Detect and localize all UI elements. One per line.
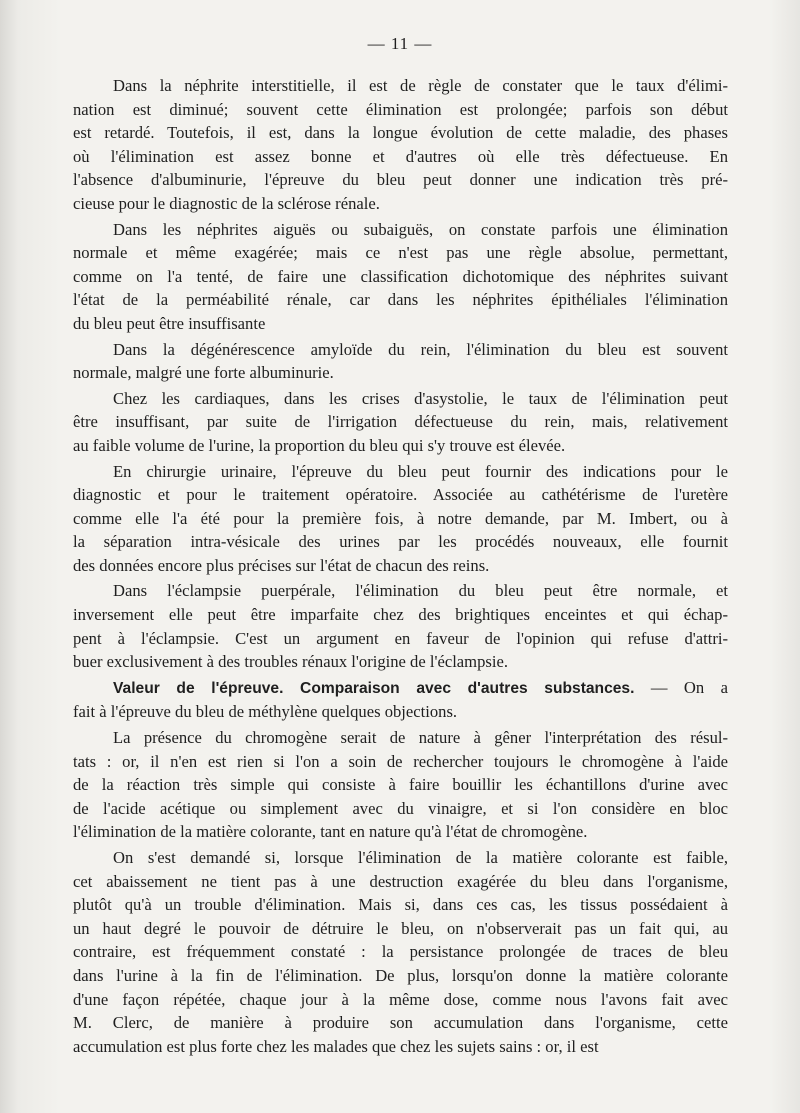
- text-line: l'élimination de la matière colorante, tant en nature qu'à l'état de chromogène.: [73, 822, 588, 842]
- section-heading: Valeur de l'épreuve. Comparaison avec d'autres substances.: [113, 679, 635, 697]
- text-line: est retardé. Toutefois, il est, dans la longue évolution de cette maladie, des phases: [73, 123, 728, 143]
- text-line: un haut degré le pouvoir de détruire le bleu, on n'observerait pas un fait qui, au: [73, 918, 728, 938]
- text-line: tats : or, il n'en est rien si l'on a soin de rechercher toujours le chromogène à l'aide: [73, 751, 728, 771]
- text-line: l'absence d'albuminurie, l'épreuve du bleu peut donner une indication très pré-: [73, 170, 728, 190]
- text-line: cet abaissement ne tient pas à une destruction exagérée du bleu dans l'organisme,: [73, 871, 728, 891]
- paragraph: [73, 218, 728, 336]
- text-line: Dans les néphrites aiguës ou subaiguës, on constate parfois une élimination: [113, 219, 728, 239]
- text-line: du bleu peut être insuffisante: [73, 313, 266, 333]
- paragraph: [73, 676, 728, 724]
- text-line: l'état de la perméabilité rénale, car dans les néphrites épithéliales l'élimination: [73, 290, 728, 310]
- text-line: être insuffisant, par suite de l'irrigation défectueuse du rein, mais, relativement: [73, 412, 728, 432]
- text-line: où l'élimination est assez bonne et d'autres où elle très défectueuse. En: [73, 146, 728, 166]
- paragraph: [73, 338, 728, 385]
- text-line: comme elle l'a été pour la première fois, à notre demande, par M. Imbert, ou à: [73, 508, 728, 528]
- text-line: diagnostic et pour le traitement opératoire. Associée au cathétérisme de l'uretère: [73, 485, 728, 505]
- text-line: pent à l'éclampsie. C'est un argument en faveur de l'opinion qui refuse d'attri-: [73, 628, 728, 648]
- text-line: normale, malgré une forte albuminurie.: [73, 363, 334, 383]
- text-line: plutôt qu'à un trouble d'élimination. Mais si, dans ces cas, les tissus possédaient à: [73, 895, 728, 915]
- text-line: buer exclusivement à des troubles rénaux l'origine de l'éclampsie.: [73, 652, 508, 672]
- paragraph: [73, 579, 728, 673]
- text-line: contraire, est fréquemment constaté : la persistance prolongée de traces de bleu: [73, 942, 728, 962]
- text-line: En chirurgie urinaire, l'épreuve du bleu peut fournir des indications pour le: [113, 461, 728, 481]
- text-line: fait à l'épreuve du bleu de méthylène quelques objections.: [73, 702, 458, 722]
- text-line: d'une façon répétée, chaque jour à la même dose, comme nous l'avons fait avec: [73, 989, 728, 1009]
- text-line: inversement elle peut être imparfaite chez des brightiques enceintes et qui échap-: [73, 605, 728, 625]
- text-line: accumulation est plus forte chez les malades que chez les sujets sains : or, il est: [73, 1036, 599, 1056]
- text-line: la séparation intra-vésicale des urines par les procédés nouveaux, elle fournit: [73, 532, 728, 552]
- text-line: de la réaction très simple qui consiste à faire bouillir les échantillons d'urine avec: [73, 775, 728, 795]
- text-line: des données encore plus précises sur l'état de chacun des reins.: [73, 555, 490, 575]
- text-line: Dans l'éclampsie puerpérale, l'élimination du bleu peut être normale, et: [113, 581, 728, 601]
- text-line: Dans la néphrite interstitielle, il est de règle de constater que le taux d'élimi-: [113, 76, 728, 95]
- paragraph: [73, 74, 728, 216]
- text-line: au faible volume de l'urine, la proportion du bleu qui s'y trouve est élevée.: [73, 435, 566, 455]
- text-line: Chez les cardiaques, dans les crises d'asystolie, le taux de l'élimination peut: [113, 388, 728, 408]
- text-line: cieuse pour le diagnostic de la sclérose rénale.: [73, 193, 380, 213]
- text-line: La présence du chromogène serait de nature à gêner l'interprétation des résul-: [113, 728, 728, 748]
- text-line: nation est diminué; souvent cette élimination est prolongée; parfois son début: [73, 99, 728, 119]
- text-line: de l'acide acétique ou simplement avec du vinaigre, et si l'on considère en bloc: [73, 798, 728, 818]
- paragraph: [73, 846, 728, 1058]
- paragraph: [73, 726, 728, 844]
- text-line: dans l'urine à la fin de l'élimination. De plus, lorsqu'on donne la matière colorante: [73, 965, 728, 985]
- page-number: — 11 —: [367, 34, 433, 53]
- text-line: On s'est demandé si, lorsque l'élimination de la matière colorante est faible,: [113, 848, 728, 867]
- text-line: M. Clerc, de manière à produire son accumulation dans l'organisme, cette: [73, 1013, 728, 1033]
- paragraph: [73, 387, 728, 458]
- paragraph: [73, 460, 728, 578]
- text-line: normale et même exagérée; mais ce n'est pas une règle absolue, permettant,: [73, 243, 728, 263]
- heading-tail: — On a: [634, 677, 728, 697]
- body-text: [73, 74, 728, 1060]
- text-line: Dans la dégénérescence amyloïde du rein, l'élimination du bleu est souvent: [113, 339, 728, 359]
- text-line: comme on l'a tenté, de faire une classification dichotomique des néphrites suivant: [73, 266, 728, 286]
- heading-line: [73, 676, 728, 701]
